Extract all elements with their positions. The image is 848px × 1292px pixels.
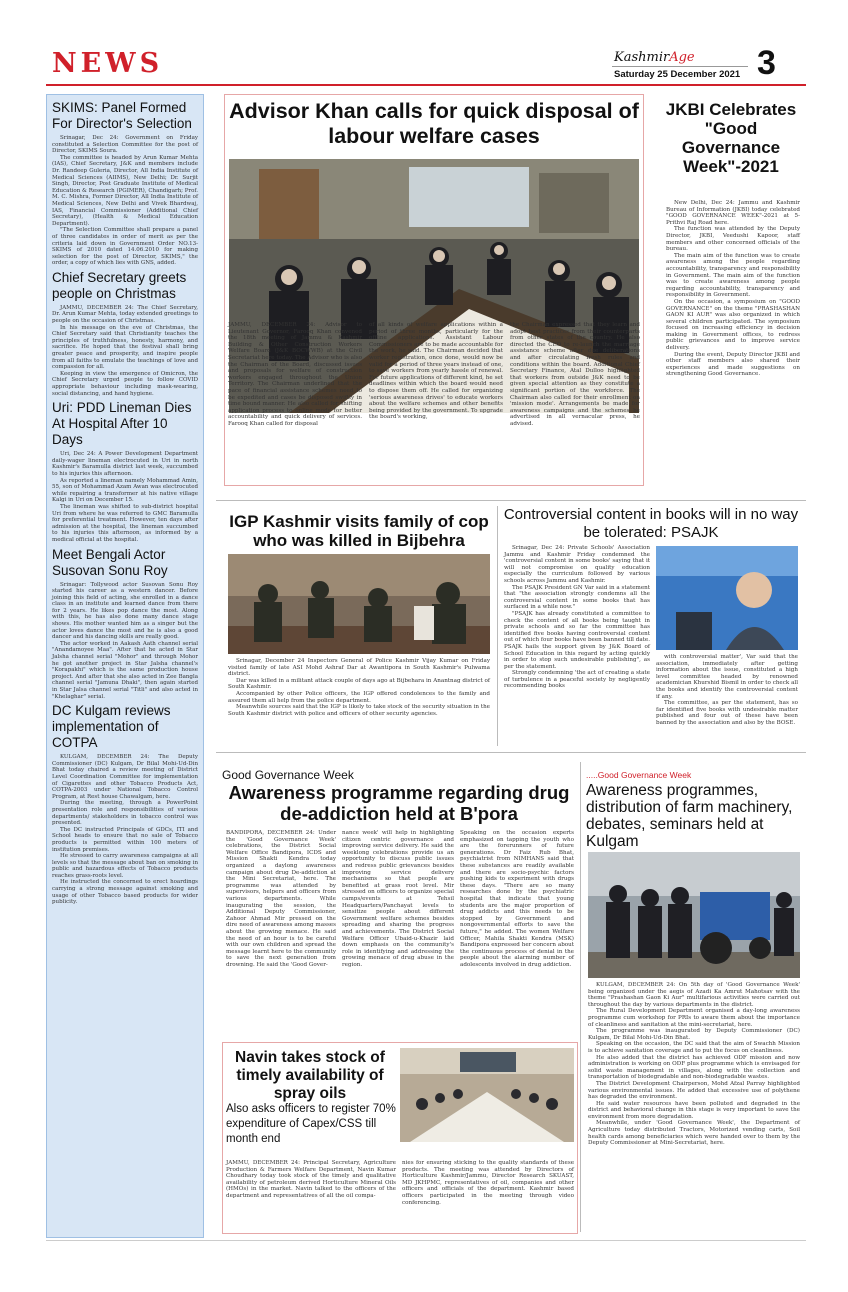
- paragraph: Strongly condemning 'the act of creating a state of turbulence in a peaceful society by negligently recommending books: [504, 670, 650, 690]
- bpora-headline: Awareness programme regarding drug de-addiction held at B'pora: [228, 782, 570, 824]
- paragraph: In his message on the eve of Christmas, the Chief Secretary said that Christianity teaches the principles of truthfulness, honesty, harmony, and sacrifice. He hoped that the festival shall bring greater peace and prosperity, and inspire people from all faiths to emulate the teachings of love and compassion for all.: [52, 324, 198, 371]
- paragraph: KULGAM, DECEMBER 24: The Deputy Commissioner (DC) Kulgam, Dr Bilal Mohi-Ud-Din Bhat today chaired a review meeting of District Level Coordination Committee for implementation of Cigarettes and other Tobacco Products Act, COTPA-2003 under National Tobacco Control Program, at Rest house Chawalgam, here.: [52, 754, 198, 800]
- paragraph: Uri, Dec 24: A Power Development Department daily-wager lineman electrocuted in Uri in north Kashmir's Baramulla district last week, succumbed to his injuries this afternoon.: [52, 451, 198, 477]
- advisor-headline: Advisor Khan calls for quick disposal of labour welfare cases: [229, 99, 639, 148]
- paragraph: The programme was inaugurated by Deputy Commissioner (DC) Kulgam, Dr Bilal Mohi-Ud-Din Bhat.: [588, 1028, 800, 1041]
- family-visit-photo: [228, 554, 490, 654]
- paragraph: with controversial matter', Var said that the association, immediately after getting information about the issue, constituted a high level committee headed by renowned academician Khurshid Bismil in order to check all the books and identify the controversial content if any.: [656, 654, 798, 700]
- paragraph: The DC instructed Principals of GDCs, ITI and School heads to ensure that no sale of Tobacco products is permitted within 100 meters of institution premises.: [52, 826, 198, 853]
- bottom-rule: [46, 1240, 806, 1241]
- paragraph: New Delhi, Dec 24: Jammu and Kashmir Bureau of Information (JKBI) today celebrated "GOOD GOVERNANCE WEEK"-2021 at 5-Prithvi Raj Road here.: [666, 200, 800, 226]
- sidebar-story-headline: Chief Secretary greets people on Christmas: [52, 269, 187, 301]
- paragraph: Meanwhile sources said that the IGP is likely to take stock of the security situation in the South Kashmir district with police and officers of other security agencies.: [228, 704, 490, 717]
- advisor-col-2: of all kinds of welfare applications within a period of three months, particularly for the offline applications. Assistant Labour Commissioners are to be made accountable for the work, he said. The Chairman decided that worker registration, once done, would now be valid for a period of three years instead of one, to save workers from yearly hassle of renewal. For future applications of different kind, he set deadlines within which the board would need to dispose them off. He called for organizing 'serious awareness drives' to educate workers about the welfare schemes and other benefits being provided by the government. To upgrade the board's working,: [369, 322, 503, 421]
- paragraph: He instructed the concerned to erect hoardings carrying a strong message against smoking and usage of other Tobacco based products for wider publicity.: [52, 879, 198, 906]
- paragraph: As reported a lineman namely Mohammad Amin, 55, son of Mohammad Azam Awan was electrocuted while repairing a transformer at his native village Kalgi in Uri on December 15.: [52, 477, 198, 504]
- igp-headline: IGP Kashmir visits family of cop who was killed in Bijbehra: [229, 512, 489, 550]
- paragraph: The lineman was shifted to sub-district hospital Uri from where he was referred to GMC Baramulla for preferential treatment. However, ten days after admission at the hospital, the lineman succumbed to his injuries this afternoon, as informed by a medical official at the hospital.: [52, 503, 198, 543]
- navin-col-2: nies for ensuring sticking to the quality standards of these products. The meeting was attended by Directors of Horticulture Kashmir/Jammu, Director Research SKUAST, MD JKHPMC, representatives of oil, companies and other officers and officials of the department. Kashmir based officers participated in the meeting through video conferencing.: [402, 1160, 574, 1206]
- section-divider: [216, 500, 806, 501]
- paragraph: The actor worked in Aakash Aath channel serial "Anandamoyee Maa". After that he acted in Star Jalsha channel serial "Mohor" and through Mohor he got another project in Star Jalsha channel's "Korapakhi" which is the same production house project. And after that she also acted in Zee Bangla channel serial "Jamuna Dhaki", then again started in Star Jalsa channel serial "Titli" and also acted in "Khelaghar" serial.: [52, 640, 198, 700]
- paragraph: He also added that the district has achieved ODF mission and now administration is working on ODF plus programme which is envisaged for solid waste management in villages, along with the collection and transportation of biodegradable and non-biodegradable wastes.: [588, 1054, 800, 1081]
- bpora-kicker: Good Governance Week: [222, 768, 354, 782]
- paragraph: Accompanied by other Police officers, the IGP offered condolences to the family and assured them all help from the police department.: [228, 690, 490, 704]
- bpora-col-2: nance week' will help in highlighting citizen centric governance and improving service delivery. He said the weeklong celebrations provide us an opportunity to discuss public issues and redress public grievances besides improving service delivery mechanisms so that people are benefited at grass root level. Mir stressed on officers to organize special camps/events at Tehsil Headquarters/Panchayat levels to sensitize people about different Government welfare schemes besides spreading and sharing the progress and achievements. The District Social Welfare Officer Ubaid-u-Khazir laid down emphasis on the community's role in identifying and addressing the growing menace of drug abuse in the region.: [342, 830, 454, 968]
- paragraph: He said water resources have been polluted and degraded in the district and behavioral change in this stage is very important to save the environment from more degradation.: [588, 1100, 800, 1120]
- jkbi-headline: JKBI Celebrates "Good Governance Week"-2021: [665, 100, 797, 176]
- paragraph: Srinagar: Tollywood actor Susovan Sonu Roy started his career as a western dancer. Before joining this field of acting, she enrolled in a dance class in an institute and learned dance from there for 2 years. He likes pop dance the most. Along with this, he has also done many dance stage shows. His mother wanted him as a singer but the actor loves dance the most and he is also a good dancer and his dancing skills are really good.: [52, 581, 198, 641]
- paragraph: The Rural Development Department organised a day-long awareness programme cum workshop for PRIs to aware them about the importance of cleanliness and sanitation at the mini-secretariat, here.: [588, 1008, 800, 1028]
- sidebar-story-headline: Meet Bengali Actor Susovan Sonu Roy: [52, 546, 168, 578]
- paragraph: The committee, as per the statement, has so far identified five books with undesirable matter published and four out of these have been banned by the association and also by the BOSE.: [656, 700, 798, 726]
- kulgam-kicker: .....Good Governance Week: [586, 770, 692, 780]
- navin-headline: Navin takes stock of timely availability of spray oils: [235, 1049, 385, 1102]
- column-divider: [497, 506, 498, 746]
- kulgam-headline: Awareness programmes, distribution of farm machinery, debates, seminars held at Kulgam: [586, 782, 793, 850]
- paragraph: During the event, Deputy Director JKBI and other staff members also shared their experiences and made suggestions on strengthening Good Governance.: [666, 351, 800, 378]
- advisor-col-1: JAMMU, DECEMBER 24: Advisor to Lieutenant Governor, Farooq Khan convened the 18th meeting of Jammu & Kashmir Building & Other Construction Workers Welfare Board (J&K BOCWWB) at the Civil Secretariat here today. The Advisor who is also the Chairman of the Board, discussed issues and proposals for welfare of construction workers engaged throughout the Union Territory. The Chairman underlined that the pace of financial assistance schemes need to be expedited and cases be disposed swiftly in time bound manner. He also called for shifting application process to online mode for better accountability and quick delivery of services. Farooq Khan called for disposal: [228, 322, 362, 427]
- sidebar-story-body: [52, 451, 198, 543]
- jkbi-body: [666, 200, 800, 490]
- paragraph: On the occasion, a symposium on "GOOD GOVERNANCE" on the theme "PRASHASHAN GAON KI AUR" was also organized in which several children participated. The symposium focused on increasing efficiency in decision making in Government offices, to redress public grievances and to improve service delivery.: [666, 298, 800, 352]
- paragraph: "PSAJK has already constituted a committee to check the content of all books being taught in private schools and so far the committee has identified five books having controversial content out of which four books have been banned till date. PSAJK hails the support given by J&K Board of School Education in this regard by acting quickly in order to stop such undesirable publishing", as per the statement.: [504, 610, 650, 670]
- paragraph: He stressed to carry awareness campaigns at all levels so that the message about ban on smoking in public and hazardous effects of Tobacco products reaches grass-roots level.: [52, 853, 198, 879]
- kulgam-body: [588, 982, 800, 1234]
- paragraph: The PSAJK President GN Var said in a statement that "the association strongly condemns all the controversial content in some books that has surfaced in a while now.": [504, 584, 650, 611]
- paragraph: The function was attended by the Deputy Director, JKBI, Veedushi Kapoor, staff members and other concerned officials of the bureau.: [666, 226, 800, 253]
- navin-col-1: JAMMU, DECEMBER 24: Principal Secretary, Agriculture Production & Farmers Welfare Department, Navin Kumar Choudhary today took stock of the timely and qualitative availability of petroleum derived Horticulture Mineral Oils (HMOs) in the market. Navin talked to the officers of the department and representatives of all the oil compa-: [226, 1160, 396, 1199]
- igp-body: [228, 658, 490, 738]
- page-number: 3: [757, 44, 776, 82]
- sidebar-story-headline: SKIMS: Panel Formed For Director's Selection: [52, 100, 192, 131]
- paragraph: Dar was killed in a militant attack couple of days ago at Bijbehara in Anantnag district of South Kashmir.: [228, 677, 490, 691]
- psajk-body-col-2: [656, 654, 798, 746]
- bpora-col-1: BANDIPORA, DECEMBER 24: Under the 'Good Governance Week' celebrations, the District Social Welfare Office Bandipora, ICDS and Mission Shakti Kendra today organized a daylong awareness campaign about drug De-addiction at the Mini Secretariat, here. The programme was attended by supervisors, helpers and officers from various departments. While inaugurating the session, the Additional Deputy Commissioner, Zahoor Ahmad Mir pressed on the dire need of awareness among masses about the growing menace. He said the need of an hour is to be careful with our own children and spread the message learnt here to the community to save the next generation from drowning. He said the 'Good Gover-: [226, 830, 336, 968]
- paragraph: JAMMU, DECEMBER 24: The Chief Secretary, Dr. Arun Kumar Mehta, today extended greetings to people on the occasion of Christmas.: [52, 304, 198, 325]
- sidebar-story-body: [52, 582, 198, 701]
- bpora-col-3: Speaking on the occasion experts emphasized on tapping the youth who are the forerunners of future generations. Dr Faiz Rub Bhat, psychiatrist from NIMHANS said that these substances are readily available and there are socio-psychic factors pushing kids to experiment with drugs these days. "There are so many researches done by the psychiatric hospital that indicate that young students are the major proportion of drug addicts and this needs to be stopped by Government and nongovernmental efforts to save the future," he added. The women Welfare Officer, Mahila Shakti Kendra (MSK) Bandipora expressed her concern about the continuous process of denial in the people about the alarming number of adolescents involved in drug addiction.: [460, 830, 574, 968]
- sidebar-story-body: [52, 754, 198, 906]
- logo-accent: Age: [669, 50, 695, 65]
- masthead-rule: [46, 84, 806, 86]
- sidebar-story-headline: DC Kulgam reviews implementation of COTPA: [52, 703, 171, 751]
- tractor-distribution-photo: [588, 852, 800, 978]
- paragraph: During the meeting, through a PowerPoint presentation role and responsibilities of various departments/ stakeholders in tobacco control was presented.: [52, 800, 198, 827]
- news-sidebar: [46, 94, 204, 1238]
- paragraph: Srinagar, Dec 24: Government on Friday constituted a Selection Committee for the post of Director, SKIMS Soura.: [52, 135, 198, 155]
- paragraph: Keeping in view the emergence of Omicron, the Chief Secretary urged people to follow COVID appropriate behaviour including mask-wearing, social distancing, and hand hygiene.: [52, 370, 198, 397]
- section-title: NEWS: [52, 48, 164, 79]
- speaker-photo: [656, 546, 798, 650]
- paragraph: The District Development Chairperson, Mohd Afzal Parray highlighted various environmental issues. He added that excessive use of polythene has degraded the environment.: [588, 1080, 800, 1101]
- paragraph: Srinagar, December 24 Inspectors General of Police Kashmir Vijay Kumar on Friday visited family of late ASI Mohd Ashraf Dar at Awantipora in South Kashmir's Pulwama district.: [228, 658, 490, 678]
- sidebar-story-body: [52, 135, 198, 267]
- navin-subhead: Also asks officers to register 70% expenditure of Capex/CSS till month end: [226, 1103, 396, 1145]
- paragraph: KULGAM, DECEMBER 24: On 5th day of 'Good Governance Week' being organized under the aegis of Azadi Ka Amrut Mahotsav with the theme "Prashashan Gaon Ki Aur" multifarious activities were carried out throughout the day by various departments in the district.: [588, 982, 800, 1008]
- issue-date: Saturday 25 December 2021: [614, 69, 741, 80]
- advisor-col-3: the Chairman expressed that they learn and adopt best practices from their counterparts from other states of the country. He also directed the CEO to re-launch the marriage assistance scheme after due deliberations and after circulating fresh rules and conditions within the board. Additional Chief Secretary Finance, Atal Dulloo highlighted that workers from outside J&K need to be given special attention as they constitute a significant portion of the workforce. The Chairman also called for their enrollment on 'mission mode'. Arrangements be made for awareness campaigns and the schemes be advertised in all vernacular press, he advised.: [510, 322, 640, 427]
- paragraph: Srinagar, Dec 24: Private Schools' Association Jammu and Kashmir Friday condemned the 'controversial content in some books' saying that it will not compromise on quality education especially the curriculum followed by various schools across Jammu and Kashmir.: [504, 545, 650, 584]
- section-divider-lower: [216, 752, 806, 753]
- paragraph: "The Selection Committee shall prepare a panel of three candidates in order of merit as per the criteria laid down in Government Order NO.13-SKIMS of 2010 dated 14.06.2010 for making selection for the post of Director, SKIMS," the order, a copy of which lies with GNS, added.: [52, 227, 198, 267]
- column-divider-lower: [580, 762, 581, 1232]
- sidebar-story-headline: Uri: PDD Lineman Dies At Hospital After 10 Days: [52, 400, 192, 448]
- newspaper-logo: [614, 50, 695, 65]
- sidebar-story-body: [52, 305, 198, 397]
- paragraph: The committee is headed by Arun Kumar Mehta (IAS), Chief Secretary, J&K and members include Dr. Randeep Guleria, Director, All India Institute of Medical Sciences (AIIMS), New Delhi; Dr. Surjit Singh, Director, Post Graduate Institute of Medical Education & Research (PGIMER), Chandigarh; Prof. M. C. Mishra, Former Director, All India Institute of Medical Sciences, New Delhi and Vivek Bhardwaj, IAS, Financial Commissioner (Additional Chief Secretary), (Health & Medical Education Department).: [52, 154, 198, 227]
- paragraph: Meanwhile, under 'Good Governance Week', the Department of Agriculture today distributed Tractors, Motorized vending carts, Soil health cards among beneficiaries which were handed over to them by the Deputy Commissioner at Mini-Secretariat, here.: [588, 1120, 800, 1147]
- paragraph: The main aim of the function was to create awareness among the people regarding accountability, transparency and responsibility in Government. The main aim of the function was to create awareness among people regarding accountability, transparency and responsibility in Government.: [666, 252, 800, 299]
- logo-divider: [612, 66, 748, 67]
- conference-photo: [400, 1048, 574, 1142]
- logo-main: Kashmir: [614, 50, 670, 65]
- paragraph: Speaking on the occasion, the DC said that the aim of Swachh Mission is to achieve sanitation coverage and to put the focus on cleanliness.: [588, 1041, 800, 1054]
- psajk-headline: Controversial content in books will in no way be tolerated: PSAJK: [503, 506, 799, 541]
- psajk-body-col-1: [504, 545, 650, 745]
